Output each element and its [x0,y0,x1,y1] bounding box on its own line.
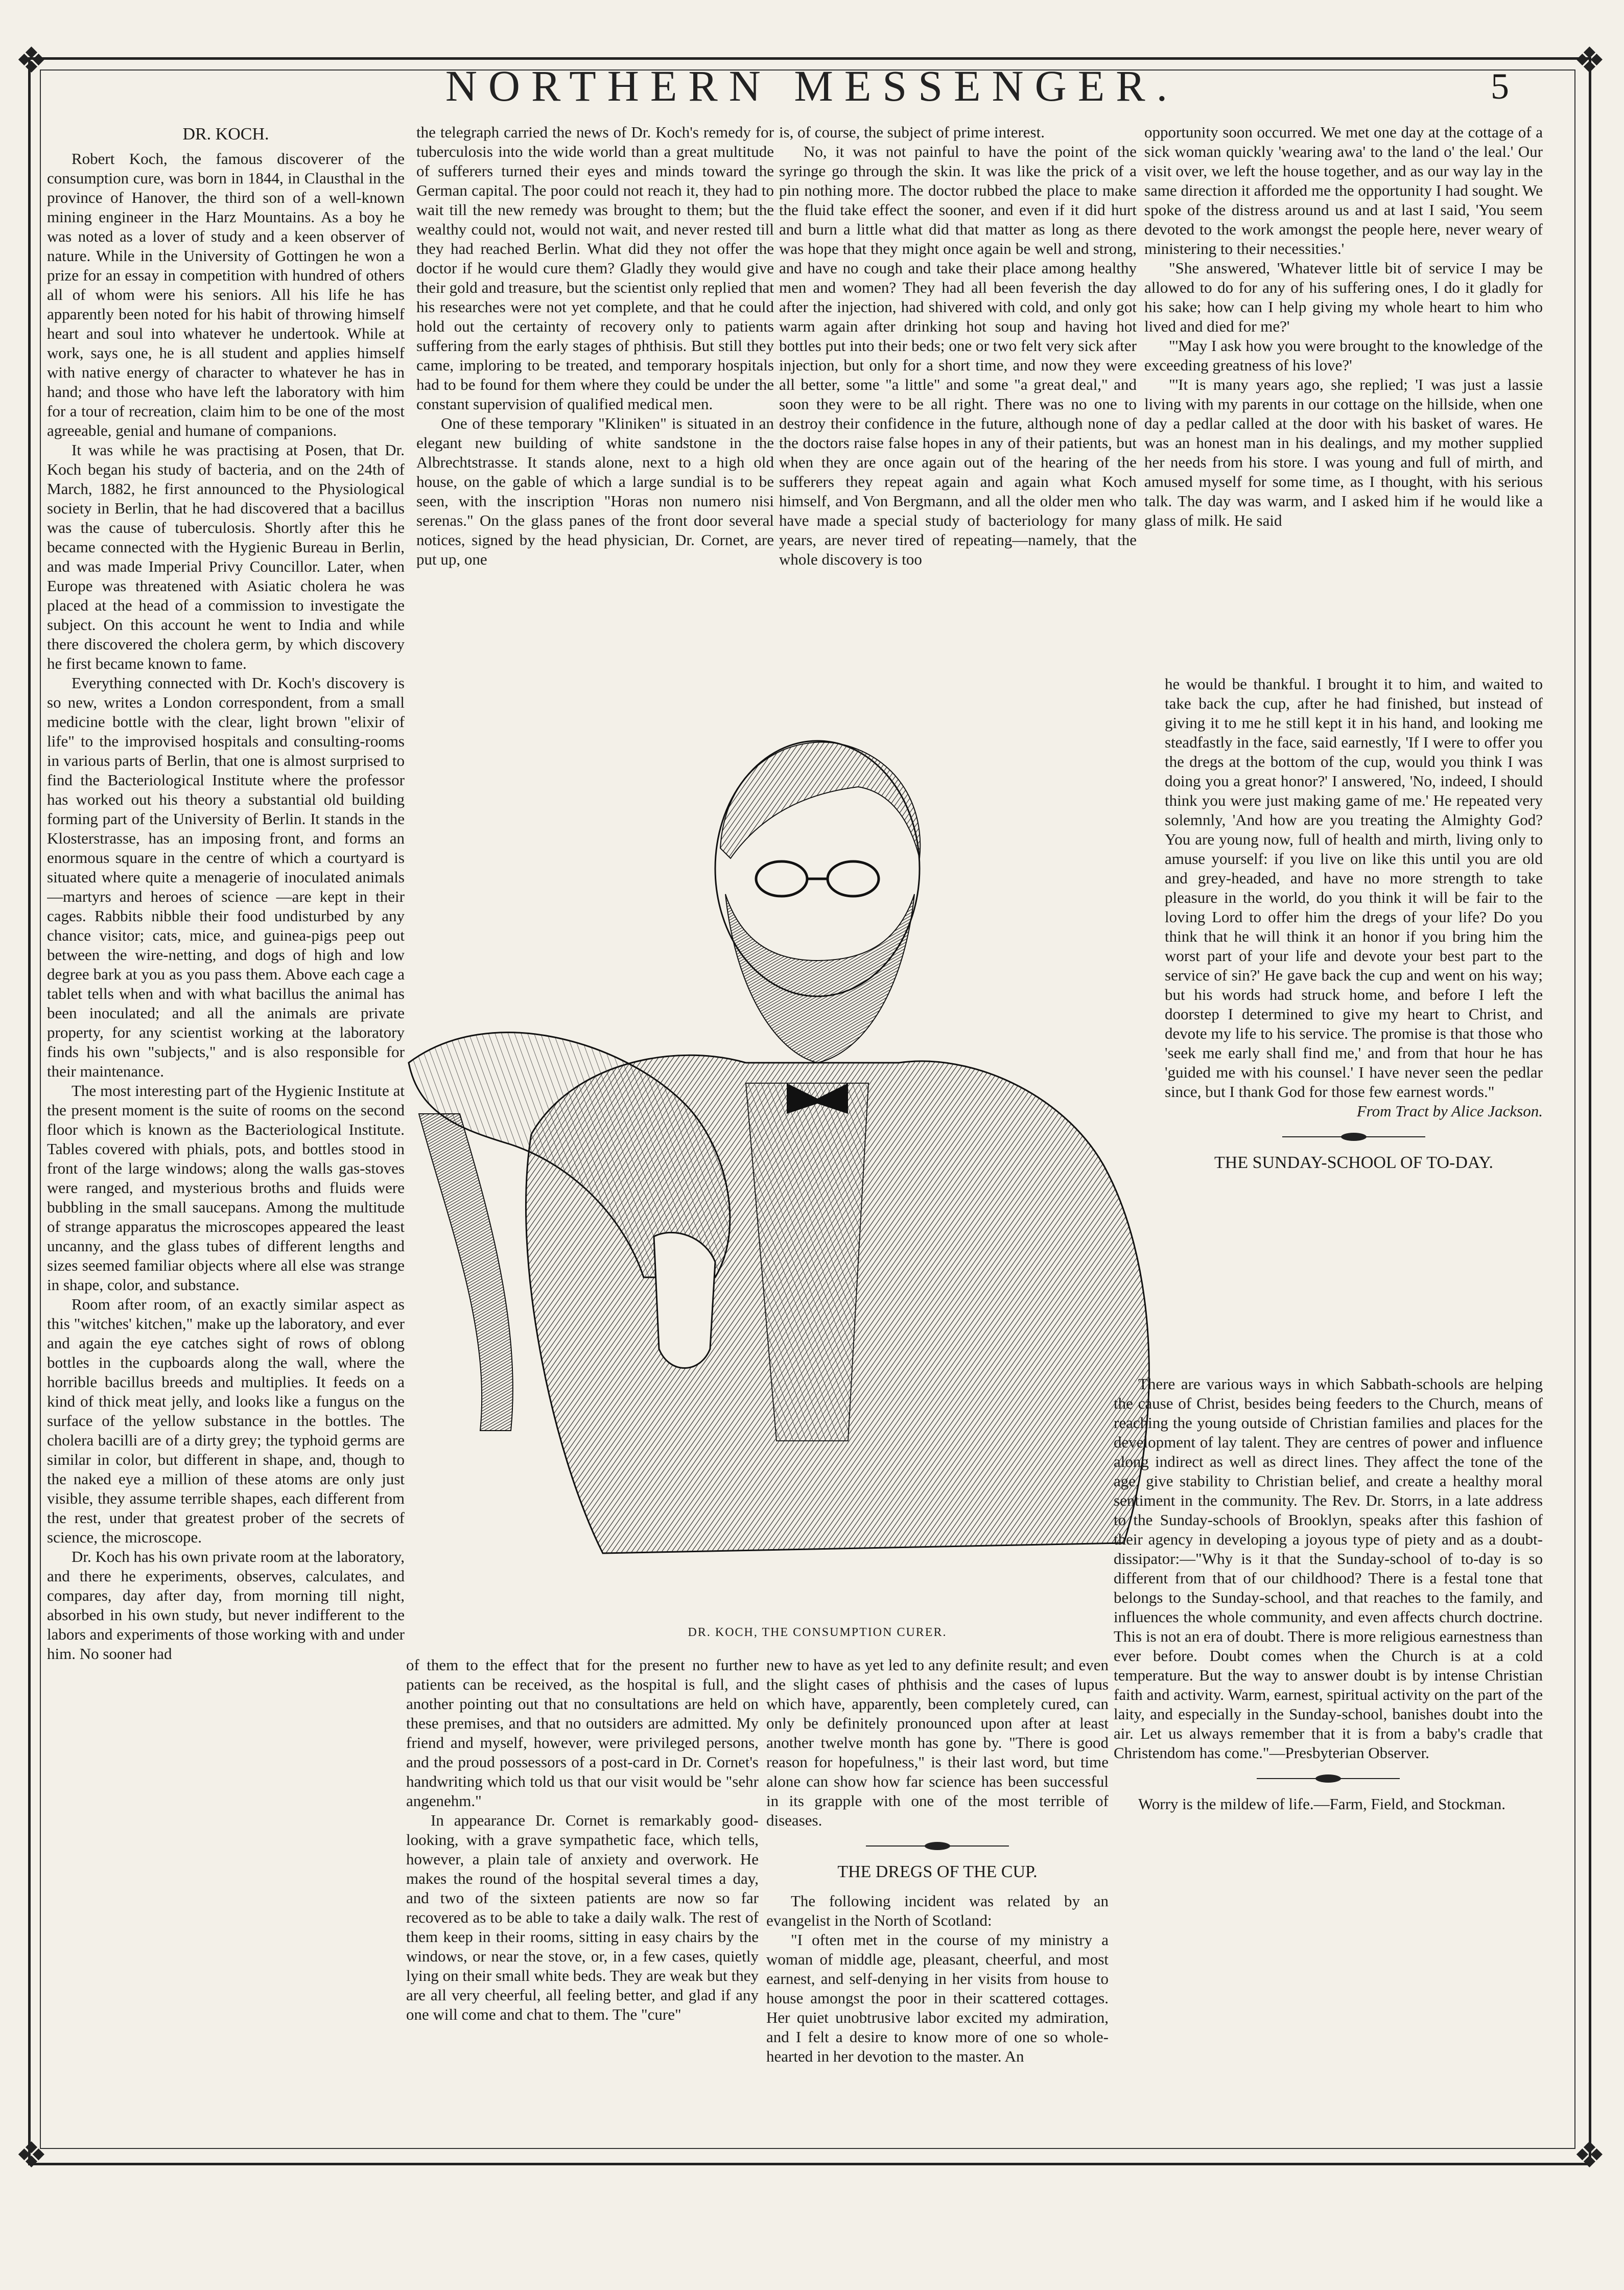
koch-paragraph: One of these temporary "Kliniken" is situated in an elegant new building of white sandstone in the Albrechtstrasse. It stands alone, next to a high old house, on the gable of which a large sundial is to be seen, with the inscription "Horas non numero nisi serenas." On the glass panes of the front door several notices, signed by the head physician, Dr. Cornet, are put up, one [416,414,774,568]
column-1 [47,123,405,2146]
corner-ornament-bottom-right: ❖ [1573,2136,1606,2176]
dregs-paragraph: "'It is many years ago, she replied; 'I was just a lassie living with my parents in our cottage on the hillside, when one day a pedlar called at the door with his basket of wares. He was an honest man in his dealings, and my mother supplied her needs from his store. I was young and full of mirth, and amused myself for some time, as I thought, with his serious talk. The day was warm, and I asked him if he would like a glass of milk. He said [1144,376,1543,529]
portrait-caption: DR. KOCH, THE CONSUMPTION CURER. [688,1626,947,1639]
koch-paragraph: The most interesting part of the Hygienic Institute at the present moment is the suite of rooms on the second floor which is known as the Bacteriological Institute. Tables covered with phials, pots, and bottles stood in front of the large windows; along the walls gas-stoves were ranged, and mysterious broths and fluids were bubbling in the small saucepans. Among the multitude of strange apparatus the microscopes appeared the least uncanny, and the glass tubes of different lengths and sizes seemed familiar objects where all else was strange in shape, color, and substance. [47,1082,405,1294]
dregs-paragraph: "She answered, 'Whatever little bit of service I may be allowed to do for any of his suffering ones, I do it gladly for his sake; how can I help giving my whole heart to him who lived and died for me?' [1144,259,1543,335]
koch-paragraph: Everything connected with Dr. Koch's discovery is so new, writes a London correspondent, from a small medicine bottle with the clear, light brown "elixir of life" to the improvised hospitals and consulting-rooms in various parts of Berlin, that one is almost surprised to find the Bacteriological Institute where the professor has worked out his theory a substantial old building forming part of the University of Berlin. It stands in the Klosterstrasse, has an imposing front, and forms an enormous square in the centre of which a courtyard is situated where quite a menagerie of inoculated animals—martyrs and heroes of science —are kept in their cages. Rabbits nibble their food undisturbed by any chance visitor; cats, mice, and guinea-pigs peep out between the wire-netting, and dogs of high and low degree bark at you as you pass them. Above each cage a tablet tells when and with what bacillus the animal has been inoculated; and all the animals are private property, for any scientist working at the laboratory finds his own "subjects," and is also responsible for their maintenance. [47,674,405,1080]
sunday-school-paragraph: There are various ways in which Sabbath-schools are helping the cause of Christ, besides being feeders to the Church, means of reaching the young outside of Christian families and places for the development of lay talent. They are centres of power and influence along indirect as well as direct lines. They affect the tone of the age, give stability to Christian belief, and create a healthy moral sentiment in the community. The Rev. Dr. Storrs, in a late address to the Sunday-schools of Brooklyn, speaks after this fashion of their agency in developing a joyous type of piety and as a doubt-dissipator:—"Why is it that the Sunday-school of to-day is so different from that of our childhood? There is a festal tone that belongs to the Sunday-school, and that reaches to the family, and influences the whole community, and even affects church doctrine. This is not an era of doubt. There is more religious earnestness than ever before. Doubt comes when the Church is at a cold temperature. But the way to answer doubt is by intense Christian faith and activity. Warm, earnest, spiritual activity on the part of the laity, and especially in the Sunday-school, banishes doubt into the air. Let us always remember that it is from a baby's cradle that Christendom has come."—Presbyterian Observer. [1114,1375,1543,1762]
koch-paragraph: In appearance Dr. Cornet is remarkably good-looking, with a grave sympathetic face, which tells, however, a plain tale of anxiety and overwork. He makes the round of the hospital several times a day, and two of the sixteen patients are now so far recovered as to be able to take a daily walk. The rest of them keep in their rooms, sitting in easy chairs by the windows, or near the stove, or, in a few cases, quietly lying on their small white beds. They are weak but they are all very cheerful, all feeling better, and glad if any one will come and chat to them. The "cure" [406,1811,759,2023]
koch-paragraph: the telegraph carried the news of Dr. Koch's remedy for tuberculosis into the wide world than a great multitude of sufferers turned their eyes and minds toward the German capital. The poor could not reach it, they had to wait till the new remedy was brought to them; but the wealthy could not, would not wait, and never rested till they had reached Berlin. What did they not offer the doctor if he would cure them? Gladly they would give their gold and treasure, but the scientist only replied that his researches were not yet complete, and that he could hold out the certainty of recovery only to patients suffering from the early stages of phthisis. But still they came, imploring to be treated, and temporary hospitals had to be found for them where they could be under the constant supervision of qualified medical men. [416,123,774,413]
column-2-top [416,123,774,674]
article-title-koch: DR. KOCH. [182,125,269,144]
dregs-paragraph: The following incident was related by an evangelist in the North of Scotland: [766,1892,1109,1929]
koch-paragraph: It was while he was practising at Posen, that Dr. Koch began his study of bacteria, and on the 24th of March, 1882, he first announced to the Physiological society in Berlin, that he had discovered that a bacillus was the cause of tuberculosis. Shortly after this he became connected with the Hygienic Bureau in Berlin, and was made Imperial Privy Councillor. Later, when Europe was threatened with Asiatic cholera he was placed at the head of a commission to investigate the subject. On this account he went to India and while there discovered the cholera germ, by which discovery he first became known to fame. [47,441,405,672]
corner-ornament-bottom-left: ❖ [15,2136,48,2176]
dregs-paragraph: "'May I ask how you were brought to the knowledge of the exceeding greatness of his love?' [1144,337,1543,374]
dregs-source: From Tract by Alice Jackson. [1356,1102,1543,1120]
column-4-top [1144,123,1543,674]
column-2-bottom [406,1655,759,2146]
worry-filler: Worry is the mildew of life.—Farm, Field, and Stockman. [1138,1795,1505,1813]
section-divider [866,1845,1009,1847]
section-divider [1257,1778,1400,1779]
article-title-sunday-school: THE SUNDAY-SCHOOL OF TO-DAY. [1214,1153,1493,1172]
article-title-dregs: THE DREGS OF THE CUP. [837,1862,1038,1881]
koch-paragraph: new to have as yet led to any definite result; and even the slight cases of phthisis and the cases of lupus which have, apparently, been completely cured, can only be definitely pronounced upon after at least another twelve month has gone by. "There is good reason for hopefulness," is their last word, but time alone can show how far science has been successful in its grapple with one of the most terrible of diseases. [766,1656,1109,1829]
koch-paragraph: is, of course, the subject of prime interest. [779,123,1045,141]
masthead-title: NORTHERN MESSENGER. [445,61,1179,110]
koch-paragraph: of them to the effect that for the present no further patients can be received, as the hospital is full, and another pointing out that no consultations are held on these premises, and that no outsiders are admitted. My friend and myself, however, were privileged persons, and the proud possessors of a post-card in Dr. Cornet's handwriting which told us that our visit would be "sehr angenehm." [406,1656,759,1810]
dregs-paragraph: opportunity soon occurred. We met one day at the cottage of a sick woman quickly 'wearing awa' to the land o' the leal.' Our visit over, we left the house together, and as our way lay in the same direction it afforded me the opportunity I had sought. We spoke of the distress around us and at last I said, 'You seem devoted to the work amongst the people here, never weary of ministering to their necessities.' [1144,123,1543,258]
corner-ornament-top-right: ❖ [1573,41,1606,81]
column-4-middle [1165,674,1543,1339]
koch-paragraph: Robert Koch, the famous discoverer of the consumption cure, was born in 1844, in Clausthal in the province of Hanover, the third son of a well-known mining engineer in the Harz Mountains. As a boy he was noted as a lover of study and a keen observer of nature. While in the University of Gottingen he won a prize for an essay in competition with hundred of others all of whom were his seniors. All his life he has apparently been noted for his habit of throwing himself heart and soul into whatever he undertook. While at work, says one, he is all student and applies himself with native energy of character to whatever he has in hand; and those who have left the laboratory with him for a tour of recreation, claim him to be one of the most agreeable, genial and humane of companions. [47,150,405,439]
koch-paragraph: Room after room, of an exactly similar aspect as this "witches' kitchen," make up the laboratory, and ever and again the eye catches sight of rows of oblong bottles in the cupboards along the wall, where the horrible bacillus breeds and multiplies. It feeds on a kind of thick meat jelly, and looks like a fungus on the surface of the yellow substance in the bottles. The cholera bacilli are of a dirty grey; the typhoid germs are similar in color, but different in shape, and, though to the naked eye a million of these atoms are only just visible, they assume terrible shapes, each different from the rest, under that greatest prober of the secrets of science, the microscope. [47,1295,405,1546]
page-number: 5 [1491,66,1509,107]
column-3-top [779,123,1137,674]
section-divider [1282,1136,1425,1137]
koch-paragraph: No, it was not painful to have the point of the syringe go through the skin. It was like the prick of a pin nothing more. The doctor rubbed the place to make the fluid take effect the sooner, and even if it did hurt and burn a little what did that matter as long as there was hope that they might once again be well and strong, and have no cough and take their place among healthy men and women? They had all been feverish the day after the injection, had shivered with cold, and only got warm again after drinking hot soup and having hot bottles put into their beds; one or two felt very sick after injection, but only for a short time, and now they were all better, some "a little" and some "a great deal," and soon they were to be all right. There was no one to destroy their confidence in the future, although none of the doctors raise false hopes in any of their patients, but when they are once again out of the hearing of the sufferers they repeat again and again what Koch himself, and Von Bergmann, and all the older men who have made a special study of bacteriology for many years, are never tired of repeating—namely, that the whole discovery is too [779,143,1137,568]
dregs-paragraph: "I often met in the course of my ministry a woman of middle age, pleasant, cheerful, and most earnest, and self-denying in her visits from house to house amongst the poor in their scattered cottages. Her quiet unobtrusive labor excited my admiration, and I felt a desire to know more of one so whole-hearted in her devotion to the master. An [766,1931,1109,2065]
dregs-paragraph: he would be thankful. I brought it to him, and waited to take back the cup, after he had finished, but instead of giving it to me he still kept it in his hand, and looking me steadfastly in the face, said earnestly, 'If I were to offer you the dregs at the bottom of the cup, would you think I was doing you a great honor?' I answered, 'No, indeed, I should think you were just making game of me.' He repeated very solemnly, 'And how are you treating the Almighty God? You are young now, full of health and mirth, living only to amuse yourself: if you live on like this until you are old and grey-headed, and have no more strength to take pleasure in the world, do you think it will be fair to the loving Lord to offer him the dregs of your life? Do you think that he will think it an honor if you bring him the worst part of your life and devote your best part to the service of sin?' He gave back the cup and went on his way; but his words had struck home, and before I left the doorstep I determined to give my heart to Christ, and devote my life to his service. The promise is that those who 'seek me early shall find me,' and from that hour he has 'guided me with his counsel.' I have never seen the pedlar since, but I thank God for those few earnest words." [1165,675,1543,1101]
column-4-bottom [1114,1374,1543,2151]
koch-paragraph: Dr. Koch has his own private room at the laboratory, and there he experiments, observes, calculates, and compares, day after day, from morning till night, absorbed in his own study, but never indifferent to the labors and experiments of those working with and under him. No sooner had [47,1548,405,1663]
column-3-bottom [766,1655,1109,2146]
corner-ornament-top-left: ❖ [15,41,48,81]
